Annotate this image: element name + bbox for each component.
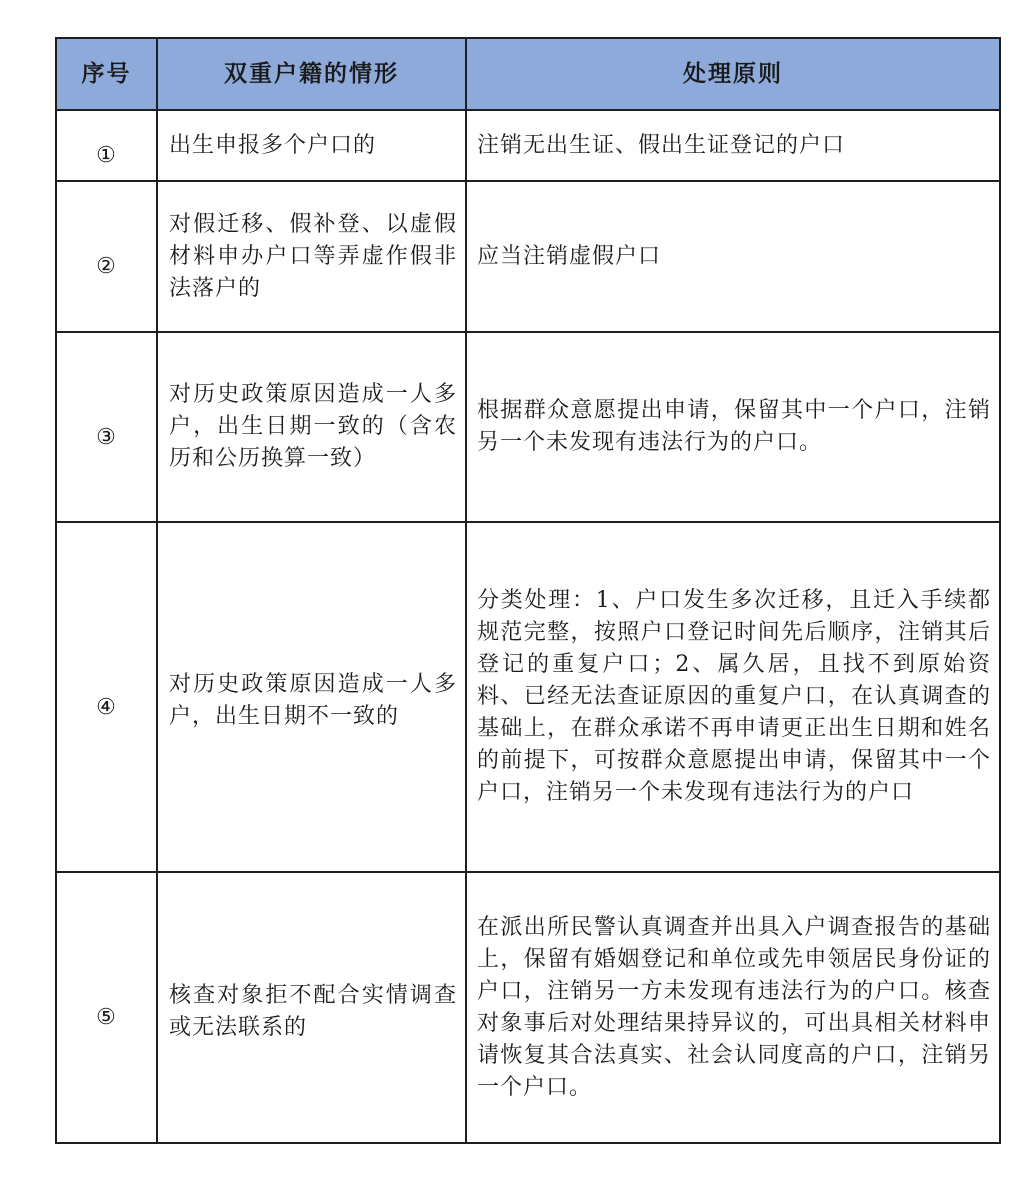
row-principle: 根据群众意愿提出申请，保留其中一个户口，注销另一个未发现有违法行为的户口。 — [466, 332, 1000, 522]
row-situation: 对历史政策原因造成一人多户，出生日期一致的（含农历和公历换算一致） — [157, 332, 466, 522]
header-index: 序号 — [56, 38, 157, 110]
row-situation: 对历史政策原因造成一人多户，出生日期不一致的 — [157, 522, 466, 872]
row-principle: 应当注销虚假户口 — [466, 181, 1000, 332]
row-principle: 分类处理：1、户口发生多次迁移，且迁入手续都规范完整，按照户口登记时间先后顺序，注销其后登记的重复户口；2、属久居，且找不到原始资料、已经无法查证原因的重复户口，在认真调查的基础上，在群众承诺不再申请更正出生日期和姓名的前提下，可按群众意愿提出申请，保留其中一个户口，注销另一个未发现有违法行为的户口 — [466, 522, 1000, 872]
row-index: ④ — [56, 522, 157, 872]
row-index: ⑤ — [56, 872, 157, 1143]
table-row — [56, 181, 1000, 332]
header-row — [56, 38, 1000, 110]
header-principle: 处理原则 — [466, 38, 1000, 110]
table-row — [56, 110, 1000, 181]
table-row — [56, 332, 1000, 522]
row-index: ① — [56, 110, 157, 181]
row-index: ③ — [56, 332, 157, 522]
table-row — [56, 872, 1000, 1143]
table-row — [56, 522, 1000, 872]
header-situation: 双重户籍的情形 — [157, 38, 466, 110]
row-principle: 注销无出生证、假出生证登记的户口 — [466, 110, 1000, 181]
row-index: ② — [56, 181, 157, 332]
row-situation: 出生申报多个户口的 — [157, 110, 466, 181]
row-principle: 在派出所民警认真调查并出具入户调查报告的基础上，保留有婚姻登记和单位或先申领居民身份证的户口，注销另一方未发现有违法行为的户口。核查对象事后对处理结果持异议的，可出具相关材料申请恢复其合法真实、社会认同度高的户口，注销另一个户口。 — [466, 872, 1000, 1143]
row-situation: 核查对象拒不配合实情调查或无法联系的 — [157, 872, 466, 1143]
row-situation: 对假迁移、假补登、以虚假材料申办户口等弄虚作假非法落户的 — [157, 181, 466, 332]
dual-household-table — [55, 37, 1001, 1144]
